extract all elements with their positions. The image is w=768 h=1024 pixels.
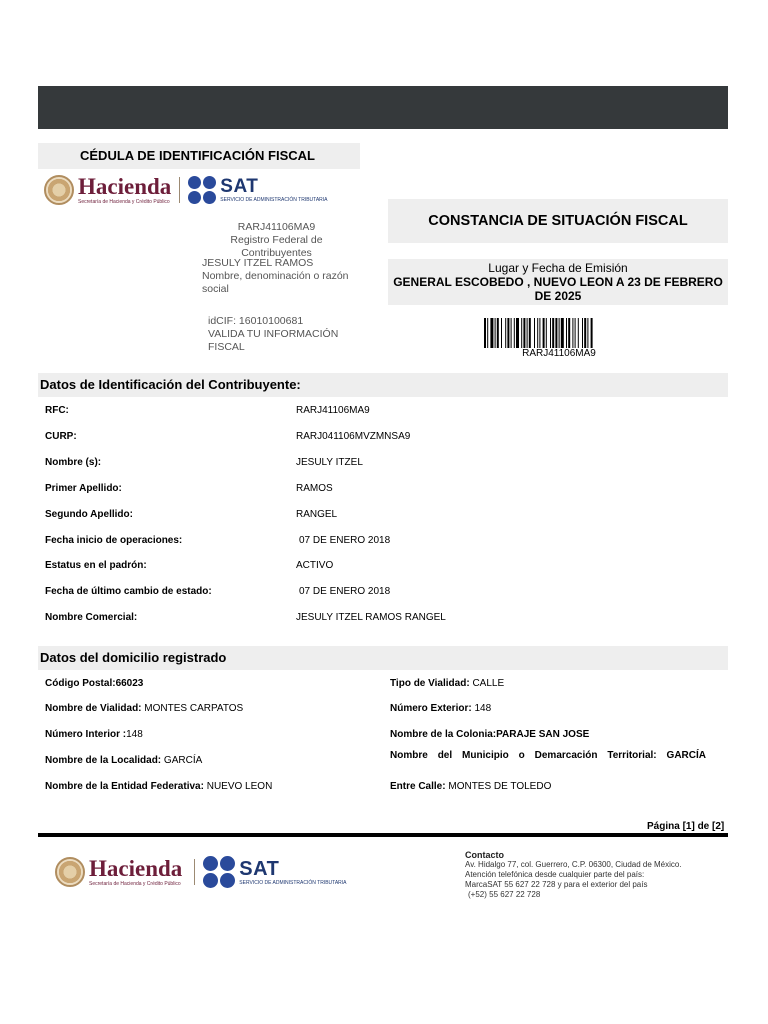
row-label: Estatus en el padrón: xyxy=(45,560,147,571)
row-value: RARJ41106MA9 xyxy=(296,405,370,416)
emision-box xyxy=(388,259,728,305)
interior-label: Número Interior : xyxy=(45,729,127,740)
contacto-line: (+52) 55 627 22 728 xyxy=(468,890,541,899)
emision-label: Lugar y Fecha de Emisión xyxy=(488,261,628,275)
row-label: Primer Apellido: xyxy=(45,483,122,494)
row-value: 07 DE ENERO 2018 xyxy=(299,586,391,597)
entidad-field xyxy=(45,781,272,792)
row-value: RAMOS xyxy=(296,483,333,494)
entre-value: MONTES DE TOLEDO xyxy=(448,781,552,792)
interior-field xyxy=(45,729,143,740)
row-value: 07 DE ENERO 2018 xyxy=(299,535,391,546)
colonia-label: Nombre de la Colonia: xyxy=(390,729,497,740)
hacienda-logo-word: Hacienda xyxy=(78,174,172,199)
row-label: CURP: xyxy=(45,431,77,442)
hacienda-logo-sub: Secretaría de Hacienda y Crédito Público xyxy=(78,199,170,205)
sat-logo-sub: SERVICIO DE ADMINISTRACIÓN TRIBUTARIA xyxy=(220,197,328,203)
row-label: RFC: xyxy=(45,405,69,416)
vialidad-label: Nombre de Vialidad: xyxy=(45,703,142,714)
page-number: Página [1] de [2] xyxy=(647,821,725,832)
hacienda-seal-icon xyxy=(44,175,74,205)
header-logos xyxy=(44,175,328,205)
contacto-line: Atención telefónica desde cualquier parte del país: xyxy=(465,870,645,879)
localidad-value: GARCÍA xyxy=(163,755,203,766)
footer-divider xyxy=(38,833,728,837)
logo-divider xyxy=(179,177,180,203)
vialidad-value: MONTES CARPATOS xyxy=(144,703,244,714)
localidad-field xyxy=(45,755,202,766)
entidad-label: Nombre de la Entidad Federativa: xyxy=(45,781,204,792)
cp-field xyxy=(45,678,143,689)
barcode-text: RARJ41106MA9 xyxy=(522,348,596,359)
contacto-line: Av. Hidalgo 77, col. Guerrero, C.P. 06300, Ciudad de México. xyxy=(465,860,682,869)
exterior-label: Número Exterior: xyxy=(390,703,472,714)
idcif-caption: VALIDA TU INFORMACIÓN FISCAL xyxy=(208,328,339,353)
interior-value: 148 xyxy=(126,729,143,740)
row-value: JESULY ITZEL xyxy=(296,457,363,468)
contacto-block xyxy=(465,850,725,900)
entre-label: Entre Calle: xyxy=(390,781,446,792)
header-bar xyxy=(38,86,728,129)
tipo-value: CALLE xyxy=(472,678,505,689)
sat-logo-sub: SERVICIO DE ADMINISTRACIÓN TRIBUTARIA xyxy=(239,879,347,886)
rfc-block xyxy=(194,221,359,260)
section-domicilio-title: Datos del domicilio registrado xyxy=(38,646,728,670)
entre-calle-field xyxy=(390,781,551,792)
constancia-title: CONSTANCIA DE SITUACIÓN FISCAL xyxy=(388,199,728,243)
colonia-field xyxy=(390,729,589,740)
contacto-title: Contacto xyxy=(465,850,504,860)
cp-label: Código Postal: xyxy=(45,678,116,689)
exterior-value: 148 xyxy=(474,703,492,714)
sat-logo-word: SAT xyxy=(220,176,259,197)
hacienda-seal-icon xyxy=(55,857,85,887)
section-identificacion-title: Datos de Identificación del Contribuyente: xyxy=(38,373,728,397)
row-label: Nombre (s): xyxy=(45,457,102,468)
taxpayer-name: JESULY ITZEL RAMOS xyxy=(202,257,314,269)
logo-divider xyxy=(194,859,195,885)
rfc-caption: Registro Federal de Contribuyentes xyxy=(230,234,323,259)
row-label: Fecha inicio de operaciones: xyxy=(45,535,183,546)
tipo-vialidad-field xyxy=(390,678,504,689)
row-value: RARJ041106MVZMNSA9 xyxy=(296,431,411,442)
idcif-value: idCIF: 16010100681 xyxy=(208,315,304,327)
row-value: ACTIVO xyxy=(296,560,334,571)
rfc-value: RARJ41106MA9 xyxy=(237,221,316,233)
contacto-line: MarcaSAT 55 627 22 728 y para el exterior del país xyxy=(465,880,648,889)
vialidad-field xyxy=(45,703,243,714)
entidad-value: NUEVO LEON xyxy=(206,781,273,792)
tipo-label: Tipo de Vialidad: xyxy=(390,678,470,689)
hacienda-logo-word: Hacienda xyxy=(89,856,183,881)
cp-value: 66023 xyxy=(115,678,144,689)
sat-logo-word: SAT xyxy=(239,857,280,880)
row-value: RANGEL xyxy=(296,509,338,520)
sat-dots-icon xyxy=(188,176,216,204)
name-block xyxy=(202,257,362,296)
colonia-value: PARAJE SAN JOSE xyxy=(496,729,590,740)
sat-dots-icon xyxy=(203,856,235,888)
hacienda-logo-sub: Secretaría de Hacienda y Crédito Público xyxy=(89,881,181,887)
footer-logos xyxy=(55,855,347,889)
cedula-title: CÉDULA DE IDENTIFICACIÓN FISCAL xyxy=(38,143,360,169)
emision-value: GENERAL ESCOBEDO , NUEVO LEON A 23 DE FEBRERO DE 2025 xyxy=(393,275,723,303)
row-label: Segundo Apellido: xyxy=(45,509,133,520)
row-label: Fecha de último cambio de estado: xyxy=(45,586,212,597)
row-value: JESULY ITZEL RAMOS RANGEL xyxy=(296,612,446,623)
exterior-field xyxy=(390,703,491,714)
name-caption: Nombre, denominación o razón social xyxy=(202,270,349,295)
row-label: Nombre Comercial: xyxy=(45,612,138,623)
barcode-icon xyxy=(484,318,634,348)
localidad-label: Nombre de la Localidad: xyxy=(45,755,162,766)
idcif-block xyxy=(208,315,358,354)
municipio-field: Nombre del Municipio o Demarcación Territorial: GARCÍA xyxy=(390,750,706,761)
